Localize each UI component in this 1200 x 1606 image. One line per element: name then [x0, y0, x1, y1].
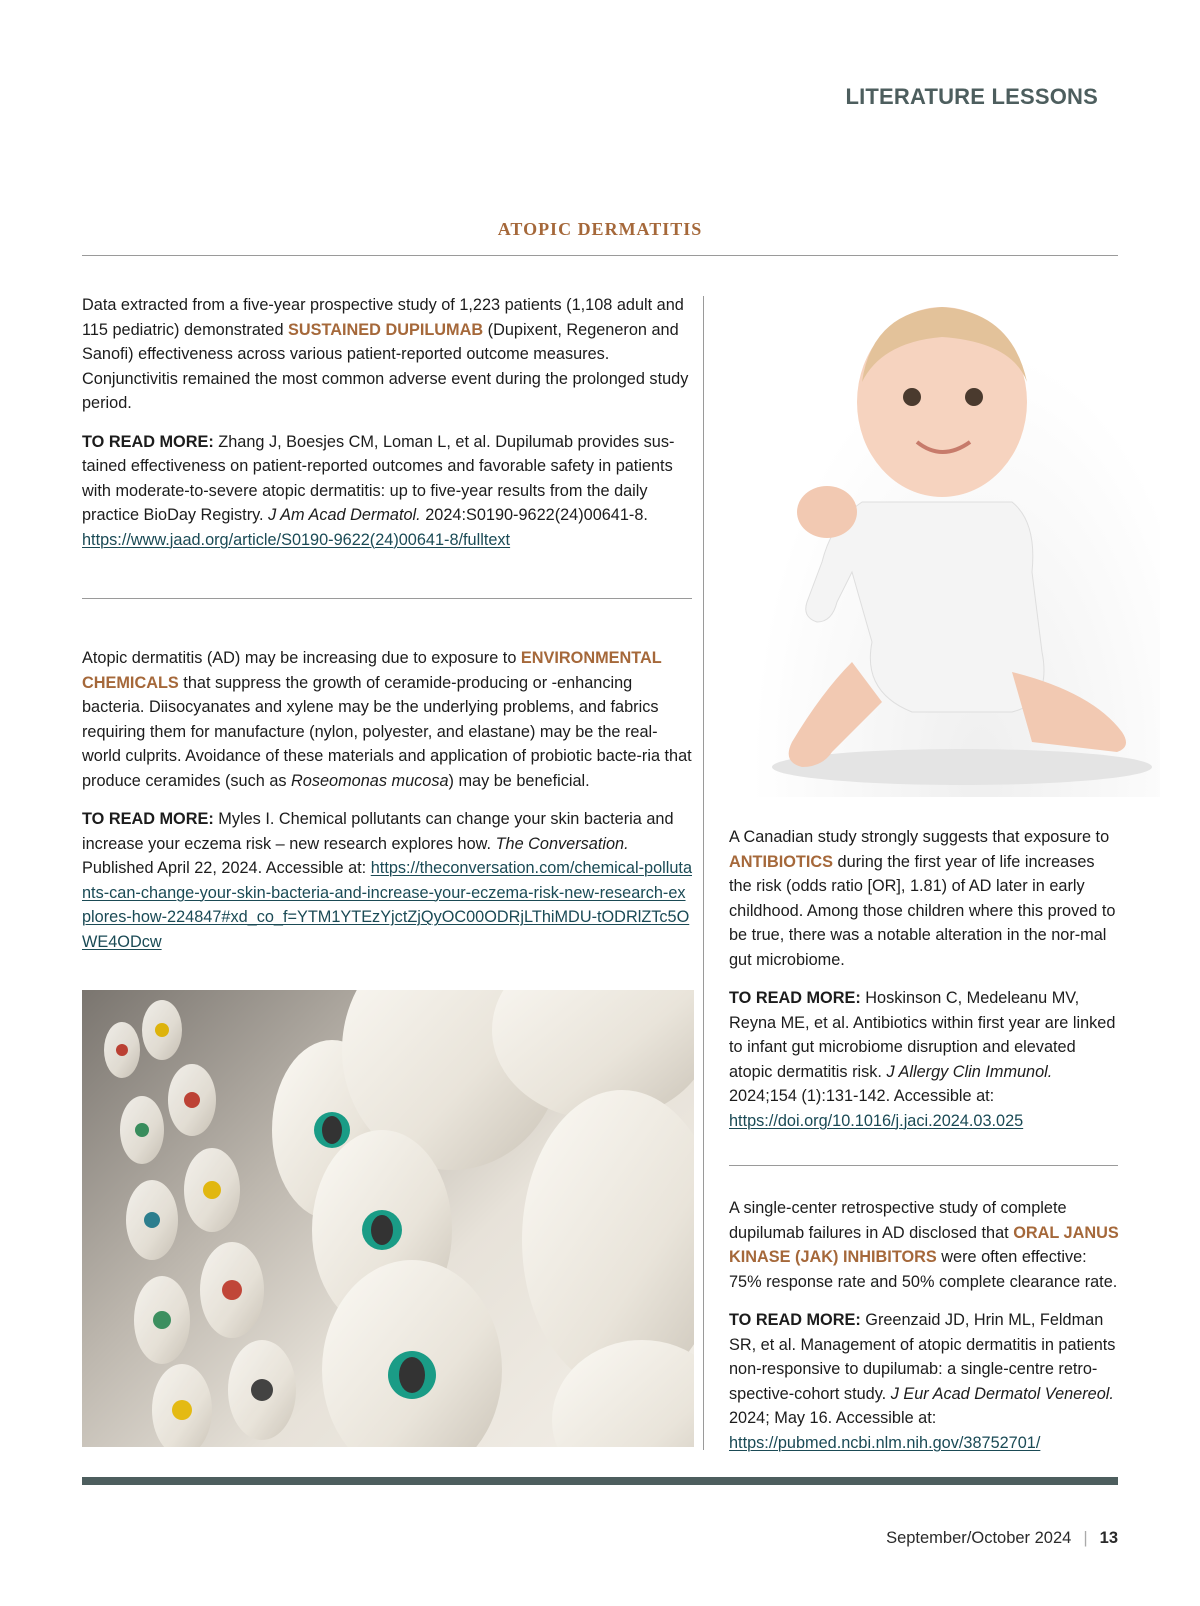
- small-spools: [104, 1000, 296, 1447]
- to-read-more: TO READ MORE: Zhang J, Boesjes CM, Loman L, et al. Dupilumab provides sus-tained effectiveness on patient-reported outcomes and favorable safety in patients with moderate-to-severe atopic dermatitis: up to five-year results from the daily practice BioDay Registry. J Am Acad Dermatol. 2024:S0190-9622(24)00641-8. https://www.jaad.org/article/S0190-9622(24)00641-8/fulltext: [82, 432, 675, 549]
- footer-bar: [82, 1477, 1118, 1485]
- article-divider: [729, 1165, 1118, 1166]
- article-divider: [82, 598, 692, 599]
- article-jak-inhibitors: [729, 1196, 1119, 1455]
- section-label: LITERATURE LESSONS: [845, 84, 1098, 109]
- reference-link[interactable]: https://doi.org/10.1016/j.jaci.2024.03.025: [729, 1111, 1024, 1130]
- to-read-more-label: TO READ MORE:: [82, 810, 214, 828]
- highlight-term: ORAL JANUS KINASE (JAK) INHIBITORS: [729, 1223, 1119, 1266]
- to-read-more: TO READ MORE: Greenzaid JD, Hrin ML, Feldman SR, et al. Management of atopic dermatitis in patients non-responsive to dupilumab: a single-centre retro-spective-cohort study. J Eur Acad Dermatol Venereol. 2024; May 16. Accessible at: https://pubmed.ncbi.nlm.nih.gov/38752701/: [729, 1311, 1116, 1452]
- highlight-term: ENVIRONMENTAL CHEMICALS: [82, 649, 662, 692]
- baby-photo: [712, 272, 1160, 797]
- issue-date: September/October 2024: [886, 1529, 1072, 1547]
- highlight-term: SUSTAINED DUPILUMAB: [288, 320, 484, 339]
- reference-link[interactable]: https://pubmed.ncbi.nlm.nih.gov/38752701/: [729, 1433, 1041, 1452]
- large-spools: [272, 990, 694, 1447]
- article-antibiotics: [729, 825, 1119, 1133]
- to-read-more-label: TO READ MORE:: [729, 1311, 861, 1329]
- article-environmental-chemicals: [82, 646, 692, 954]
- footer-separator: |: [1083, 1529, 1088, 1547]
- article-paragraph: Data extracted from a five-year prospective study of 1,223 patients (1,108 adult and 115 pediatric) demonstrated SUSTAINED DUPILUMAB (Dupixent, Regeneron and Sanofi) effectiveness across various patient-reported outcome measures. Conjunctivitis remained the most common adverse event during the prolonged study period.: [82, 296, 689, 412]
- to-read-more-label: TO READ MORE:: [729, 989, 861, 1007]
- title-rule: [82, 255, 1118, 256]
- column-divider: [703, 296, 704, 1450]
- article-paragraph: Atopic dermatitis (AD) may be increasing due to exposure to ENVIRONMENTAL CHEMICALS that suppress the growth of ceramide-producing or -enhancing bacteria. Diisocyanates and xylene may be the underlying problems, and fabrics requiring them for manufacture (nylon, polyester, and elastane) may be the real-world culprits. Avoidance of these materials and application of probiotic bacte-ria that produce ceramides (such as Roseomonas mucosa) may be beneficial.: [82, 649, 692, 790]
- reference-link[interactable]: https://theconversation.com/chemical-pollutants-can-change-your-skin-bacteria-and-increase-your-eczema-risk-new-research-explores-how-224847#xd_co_f=YTM1YTEzYjctZjQyOC00ODRjLThiMDU-tODRlZTc5OWE4ODcw: [82, 859, 692, 951]
- page-number: 13: [1099, 1529, 1118, 1547]
- to-read-more: TO READ MORE: Hoskinson C, Medeleanu MV, Reyna ME, et al. Antibiotics within first year are linked to infant gut microbiome disruption and elevated atopic dermatitis risk. J Allergy Clin Immunol. 2024;154 (1):131-142. Accessible at: https://doi.org/10.1016/j.jaci.2024.03.025: [729, 989, 1116, 1130]
- article-dupilumab: [82, 293, 692, 552]
- to-read-more-label: TO READ MORE:: [82, 432, 214, 451]
- article-paragraph: A Canadian study strongly suggests that exposure to ANTIBIOTICS during the first year of life increases the risk (odds ratio [OR], 1.81) of AD later in early childhood. Among those children where this proved to be true, there was a notable alteration in the nor-mal gut microbiome.: [729, 828, 1116, 969]
- topic-title: ATOPIC DERMATITIS: [497, 219, 703, 239]
- article-paragraph: A single-center retrospective study of complete dupilumab failures in AD disclosed that ORAL JANUS KINASE (JAK) INHIBITORS were often effective: 75% response rate and 50% complete clearance rate.: [729, 1199, 1119, 1291]
- page-footer: [886, 1529, 1118, 1548]
- reference-link[interactable]: https://www.jaad.org/article/S0190-9622(24)00641-8/fulltext: [82, 530, 511, 549]
- thread-spools-photo: [82, 990, 694, 1447]
- to-read-more: TO READ MORE: Myles I. Chemical pollutants can change your skin bacteria and increase your eczema risk – new research explores how. The Conversation. Published April 22, 2024. Accessible at: https://theconversation.com/chemical-pollutants-can-change-your-skin-bacteria-and-increase-your-eczema-risk-new-research-explores-how-224847#xd_co_f=YTM1YTEzYjctZjQyOC00ODRjLThiMDU-tODRlZTc5OWE4ODcw: [82, 810, 692, 951]
- highlight-term: ANTIBIOTICS: [729, 852, 834, 871]
